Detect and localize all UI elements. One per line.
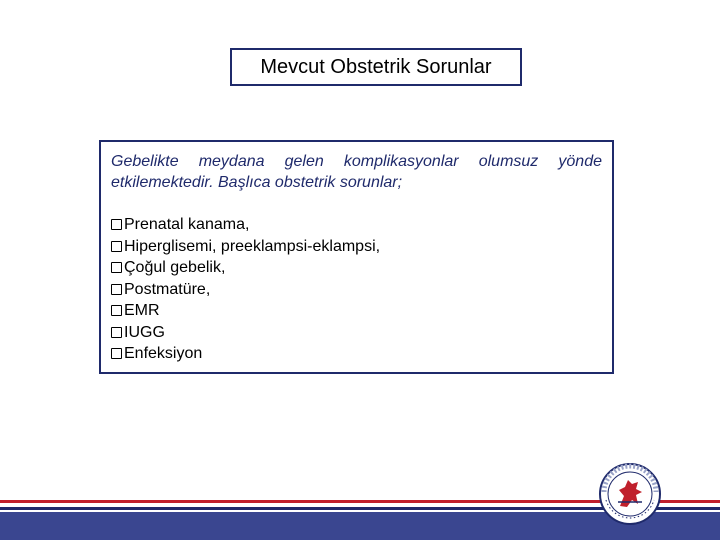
list-item [111,322,602,344]
list-item [111,300,602,322]
list-item [111,236,602,258]
checkbox-square-icon [111,348,122,359]
list-item-label: IUGG [124,323,165,341]
list-item-label: Prenatal kanama, [124,216,250,233]
list-item [111,343,602,365]
checkbox-square-icon [111,219,122,230]
list-item [111,257,602,279]
intro-text: Gebelikte meydana gelen komplikasyonlar olumsuz yönde etkilemektedir. Başlıca obstetrik sorunlar; [111,153,602,191]
checkbox-square-icon [111,262,122,273]
list-item [111,279,602,301]
list-item-label: Postmatüre, [124,280,211,298]
slide-title: Mevcut Obstetrik Sorunlar [230,48,522,86]
list-item [111,214,602,236]
checkbox-square-icon [111,327,122,338]
list-item-label: Hiperglisemi, preeklampsi-eklampsi, [124,237,381,255]
checkbox-square-icon [111,305,122,316]
problem-list [111,214,602,365]
content-box [99,140,614,374]
checkbox-square-icon [111,241,122,252]
university-seal-icon [598,462,662,526]
list-item-label: EMR [124,302,160,319]
list-item-label: Enfeksiyon [124,345,203,362]
checkbox-square-icon [111,284,122,295]
list-item-label: Çoğul gebelik, [124,259,226,276]
